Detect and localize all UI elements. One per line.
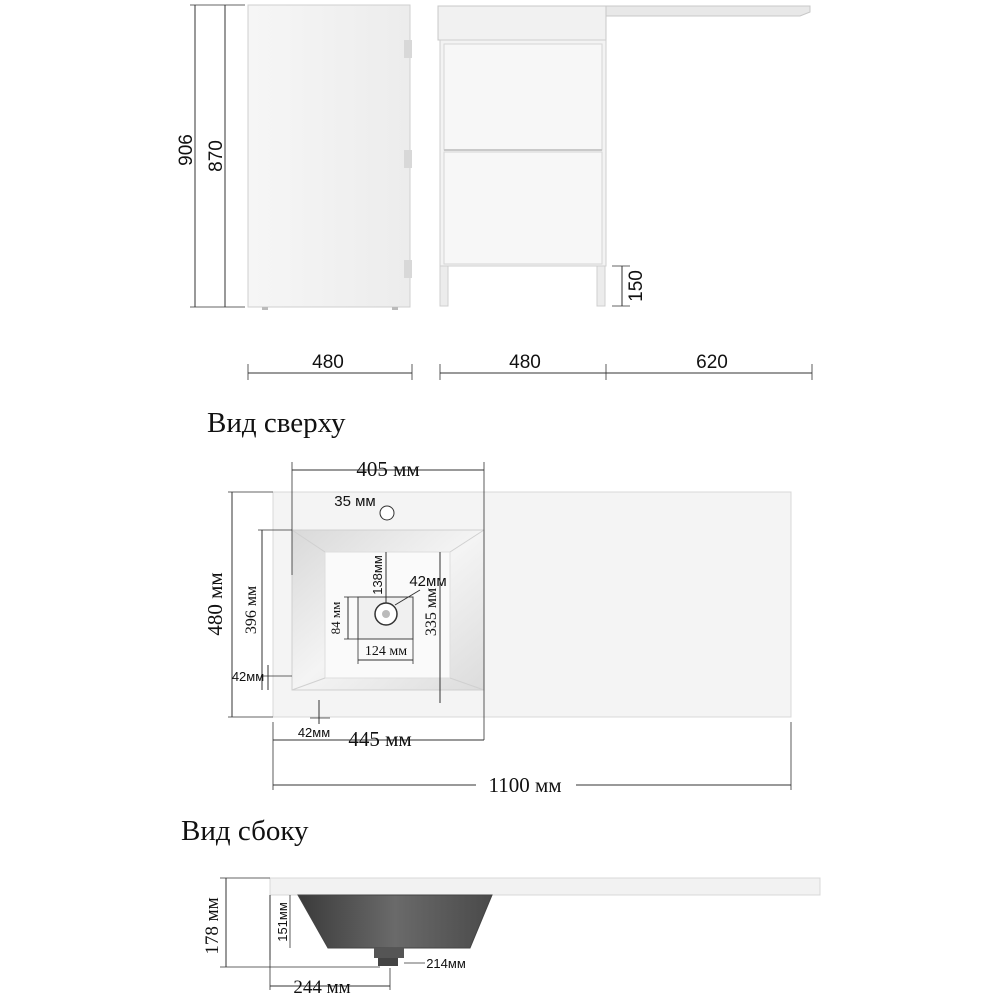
edge-left-label: 42мм <box>231 669 265 684</box>
height-870-label: 870 <box>206 140 227 172</box>
sink-length-label: 445 мм <box>348 727 412 751</box>
bowl-depth-inner-label: 335 мм <box>423 587 440 637</box>
cabinet-side-view <box>176 5 412 380</box>
leg-height-label: 150 <box>626 270 647 302</box>
overhang-width-label: 620 <box>696 352 728 373</box>
cabinet-front-view <box>438 6 812 380</box>
drain-length-label: 124 мм <box>364 644 408 659</box>
drain-width-label: 84 мм <box>328 601 343 635</box>
side-view <box>202 878 820 998</box>
drain-offset-label: 138мм <box>370 555 385 595</box>
side-bowl-length-label: 244 мм <box>293 977 351 998</box>
drain-diameter-label: 42мм <box>409 573 447 590</box>
bowl-width-label: 405 мм <box>356 457 420 481</box>
side-height-label: 178 мм <box>202 897 223 955</box>
bowl-depth-outer-label: 396 мм <box>243 585 260 635</box>
top-view <box>203 457 791 797</box>
tap-hole-label: 35 мм <box>334 493 376 510</box>
height-906-label: 906 <box>176 134 197 166</box>
front-width-label: 480 <box>509 352 541 373</box>
side-drain-label: 214мм <box>426 956 466 971</box>
total-length-label: 1100 мм <box>488 773 562 797</box>
top-view-title: Вид сверху <box>207 407 346 439</box>
side-bowl-height-label: 151мм <box>275 902 290 942</box>
depth-total-label: 480 мм <box>203 572 227 636</box>
edge-bottom-label: 42мм <box>297 725 331 740</box>
side-view-title: Вид сбоку <box>181 815 309 847</box>
side-width-label: 480 <box>312 352 344 373</box>
